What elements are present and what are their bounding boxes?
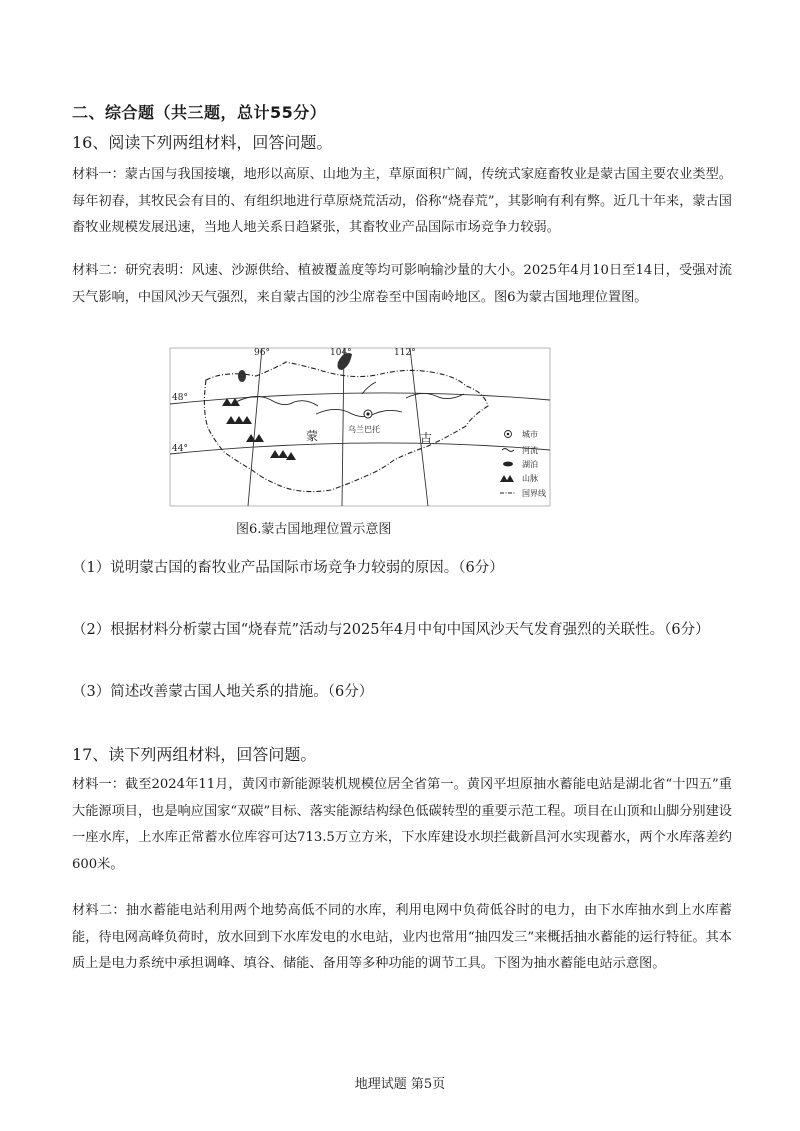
q17-material-2: 材料二：抽水蓄能电站利用两个地势高低不同的水库，利用电网中负荷低谷时的电力，由下水库抽水到上水库蓄能，待电网高峰负荷时，放水回到下水库发电的水电站，业内也常用“抽四发三”来概括抽水蓄能的运行特征。其本质上是电力系统中承担调峰、填谷、储能、备用等多种功能的调节工具。下图为抽水蓄能电站示意图。 [72,903,732,971]
lat-label-44: 44° [172,444,188,454]
section-title: 二、综合题（共三题，总计55分） [72,103,327,122]
legend-river: 河流 [522,446,538,455]
q16-sub-question-3: （3）简述改善蒙古国人地关系的措施。（6分） [72,684,374,700]
q16-sub-question-2: （2）根据材料分析蒙古国“烧春荒”活动与2025年4月中旬中国风沙天气发育强烈的关联性。（6分） [72,622,710,638]
legend-border: 国界线 [522,489,546,498]
q16-sub-question-1: （1）说明蒙古国的畜牧业产品国际市场竞争力较弱的原因。（6分） [72,560,504,576]
page-footer: 地理试题 第5页 [354,1077,446,1092]
city-label: 乌兰巴托 [348,425,380,434]
mongolia-map-figure [166,342,566,510]
country-char-2: 古 [420,431,433,445]
country-char-1: 蒙 [306,429,319,443]
lake [238,370,246,382]
q16-material-2: 材料二：研究表明：风速、沙源供给、植被覆盖度等均可影响输沙量的大小。2025年4月10日至14日，受强对流天气影响，中国风沙天气强烈，来自蒙古国的沙尘席卷至中国南岭地区。图6为蒙古国地理位置图。 [72,263,732,305]
legend-lake: 湖泊 [522,460,538,469]
question-17-title: 17、读下列两组材料，回答问题。 [72,745,317,764]
q16-material-1: 材料一：蒙古国与我国接壤，地形以高原、山地为主，草原面积广阔，传统式家庭畜牧业是蒙古国主要农业类型。每年初春，其牧民会有目的、有组织地进行草原烧荒活动，俗称“烧春荒”，其影响有利有弊。近几十年来，蒙古国畜牧业规模发展迅速，当地人地关系日趋紧张，其畜牧业产品国际市场竞争力较弱。 [72,167,732,235]
lon-label-104: 104° [330,348,352,358]
lat-label-48: 48° [172,393,188,403]
legend-mountain: 山脉 [522,474,538,483]
question-16-title: 16、阅读下列两组材料，回答问题。 [72,133,333,152]
lon-label-96: 96° [254,348,270,358]
q17-material-1: 材料一：截至2024年11月，黄冈市新能源装机规模位居全省第一。黄冈平坦原抽水蓄能电站是湖北省“十四五”重大能源项目，也是响应国家“双碳”目标、落实能源结构绿色低碳转型的重要示范工程。项目在山顶和山脚分别建设一座水库，上水库正常蓄水位库容可达713.5万立方米，下水库建设水坝拦截新昌河水实现蓄水，两个水库落差约600米。 [72,777,732,872]
figure-6-caption: 图6.蒙古国地理位置示意图 [236,522,392,537]
legend-city: 城市 [522,430,538,439]
lon-label-112: 112° [394,348,416,358]
